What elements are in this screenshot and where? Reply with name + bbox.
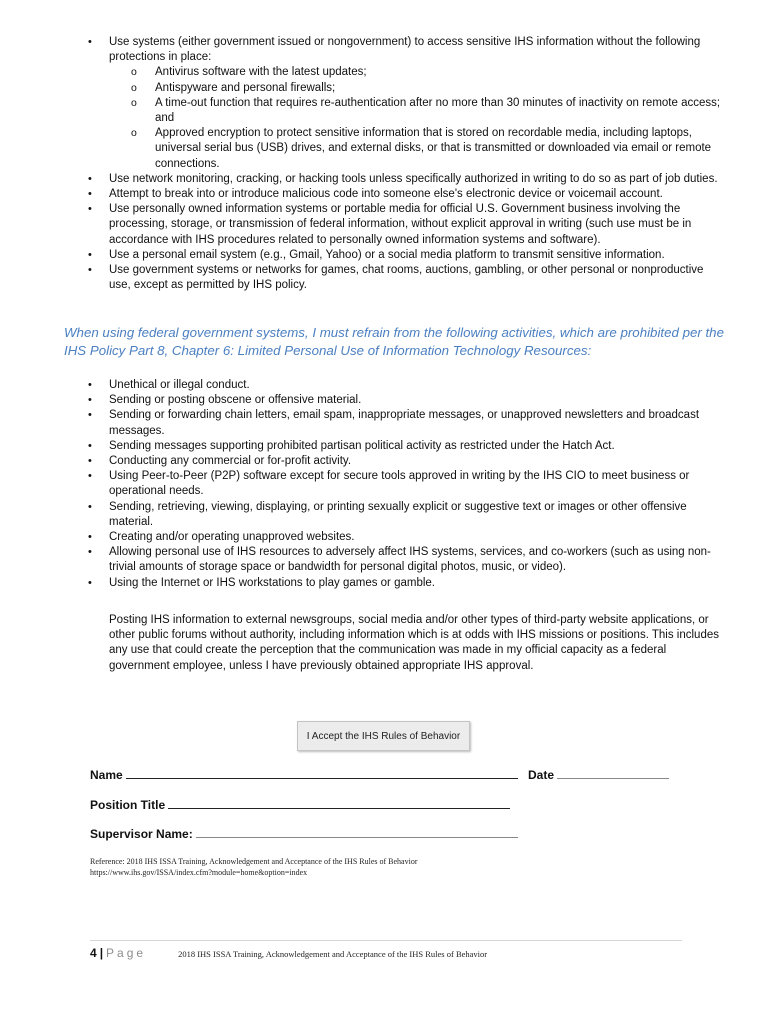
list-item: • Sending, retrieving, viewing, displaying, or printing sexually explicit or suggestive text or images or other offensive material. [0,500,770,530]
reference-line: Reference: 2018 IHS ISSA Training, Acknowledgement and Acceptance of the IHS Rules of Behavior [90,857,418,866]
required-protections-sublist [109,65,722,171]
sub-list-item: o Antivirus software with the latest updates; [109,65,722,80]
list-item: • Attempt to break into or introduce malicious code into someone else's electronic device or voicemail account. [0,187,770,202]
list-item: • Allowing personal use of IHS resources to adversely affect IHS systems, services, and co-workers (such as using non-trivial amounts of storage space or bandwidth for personal digital photos, music, or video). [0,545,770,575]
list-item: • Using the Internet or IHS workstations to play games or gamble. [0,576,770,591]
supervisor-name-label: Supervisor Name: [90,827,193,841]
name-label: Name [90,768,123,782]
section-heading: When using federal government systems, I must refrain from the following activities, which are prohibited per the IHS Policy Part 8, Chapter 6: Limited Personal Use of Information Technology Resources: [64,325,724,358]
prohibited-systems-list [0,35,770,293]
position-title-line[interactable] [168,797,510,809]
sub-list-item: o Approved encryption to protect sensitive information that is stored on recordable media, including laptops, universal serial bus (USB) drives, and external disks, or that is transmitted or downloaded via email or remote connections. [109,126,722,172]
list-item: • Sending messages supporting prohibited partisan political activity as restricted under the Hatch Act. [0,439,770,454]
position-title-label: Position Title [90,798,166,812]
footer-divider [90,940,682,941]
list-item: • Sending or posting obscene or offensive material. [0,393,770,408]
name-field[interactable] [90,767,518,782]
page-word: Page [106,946,147,960]
list-item: • Unethical or illegal conduct. [0,378,770,393]
supervisor-name-line[interactable] [196,826,518,838]
footer-title: 2018 IHS ISSA Training, Acknowledgement and Acceptance of the IHS Rules of Behavior [178,949,488,959]
list-item: • Use a personal email system (e.g., Gmail, Yahoo) or a social media platform to transmit sensitive information. [0,248,770,263]
page-number: 4 [90,946,97,960]
prohibited-activities-list [0,378,770,591]
list-item: • Use government systems or networks for games, chat rooms, auctions, gambling, or other personal or nonproductive use, except as permitted by IHS policy. [0,263,770,293]
reference-note [90,856,418,878]
reference-url: https://www.ihs.gov/ISSA/index.cfm?module=home&option=index [90,868,308,877]
list-item: • Use systems (either government issued or nongovernment) to access sensitive IHS information without the following protections in place: o Antivirus software with the latest updates; o Antispyware and personal firewalls; o A time-out function that requires re-authentication after no more than 30 minutes of inactivity on remote access; and o Approved encryption to protect sensitive information that is stored on recordable media, including laptops, universal serial bus (USB) drives, and external disks, or that is transmitted or downloaded via email or remote connections. [0,35,770,172]
posting-paragraph: Posting IHS information to external newsgroups, social media and/or other types of third-party website applications, or other public forums without authority, including information which is at odds with IHS missions or positions. This includes any use that could create the perception that the communication was made in my official capacity as a federal government employee, unless I have previously obtained appropriate IHS approval. [109,614,719,672]
list-item: • Use personally owned information systems or portable media for official U.S. Government business involving the processing, storage, or transmission of federal information, without explicit approval in writing (such use must be in accordance with IHS procedures related to personally owned information systems and software). [0,202,770,248]
list-item: • Sending or forwarding chain letters, email spam, inappropriate messages, or unapproved newsletters and broadcast messages. [0,408,770,438]
list-item: • Conducting any commercial or for-profit activity. [0,454,770,469]
supervisor-name-field[interactable] [90,826,518,841]
sub-list-item: o Antispyware and personal firewalls; [109,81,722,96]
date-line[interactable] [557,767,669,779]
list-item: • Using Peer-to-Peer (P2P) software except for secure tools approved in writing by the IHS CIO to meet business or operational needs. [0,469,770,499]
list-item: • Use network monitoring, cracking, or hacking tools unless specifically authorized in writing to do so as part of job duties. [0,172,770,187]
date-field[interactable] [528,767,669,782]
list-item: • Creating and/or operating unapproved websites. [0,530,770,545]
name-line[interactable] [126,767,518,779]
page-footer [90,944,487,962]
sub-list-item: o A time-out function that requires re-authentication after no more than 30 minutes of inactivity on remote access; and [109,96,722,126]
page-separator: | [99,946,104,960]
position-title-field[interactable] [90,797,510,812]
accept-rules-button[interactable]: I Accept the IHS Rules of Behavior [297,721,470,751]
date-label: Date [528,768,555,782]
